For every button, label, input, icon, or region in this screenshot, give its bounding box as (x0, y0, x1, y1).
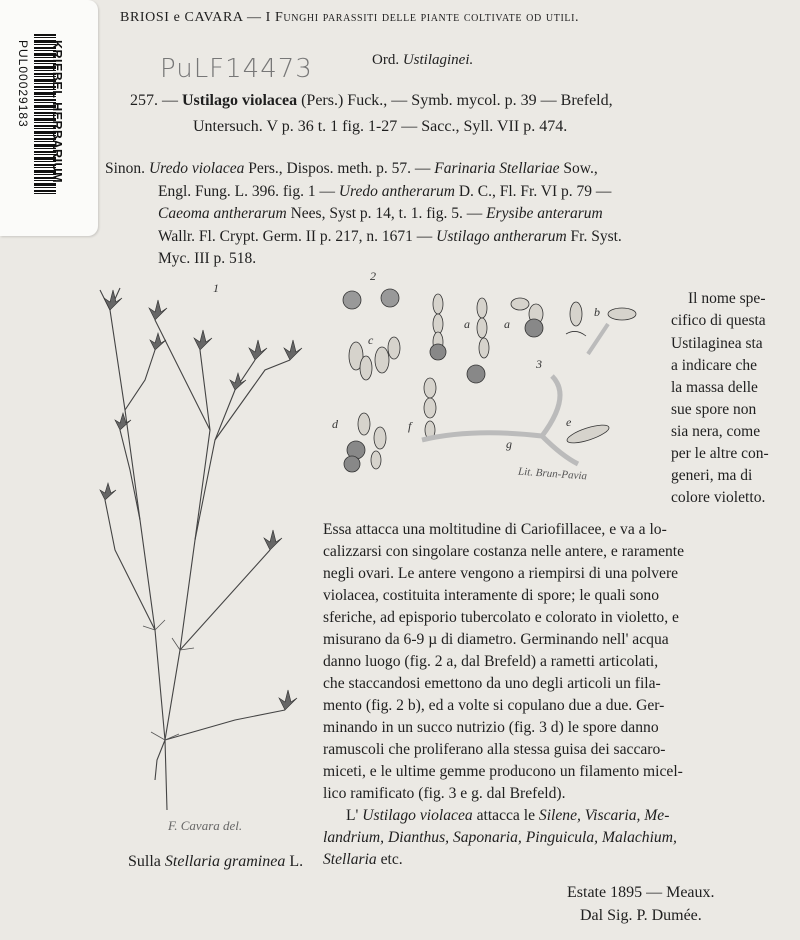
body-line (323, 631, 669, 649)
header-series-title: I Funghi parassiti delle piante coltivate od utili. (265, 10, 580, 25)
body-segment: calizzarsi con singolare costanza nelle antere, e raramente (323, 543, 685, 560)
body-line (323, 763, 683, 781)
lithographer-credit: Lit. Brun-Pavia (517, 465, 588, 483)
microscopy-illustration (326, 264, 662, 494)
header-separator: — (242, 10, 266, 25)
synonyms-segment: Engl. Fung. L. 396. fig. 1 — (158, 183, 339, 200)
synonyms-segment: Pers., Dispos. meth. p. 57. — (244, 160, 435, 177)
body-segment: negli ovari. Le antere vengono a riempirsi di una polvere (323, 565, 679, 582)
order-prefix: Ord. (372, 52, 403, 68)
collector: Dal Sig. P. Dumée. (580, 907, 702, 924)
body-segment: danno luogo (fig. 2 a, dal Brefeld) a rametti articolati, (323, 653, 659, 670)
synonyms-segment: Wallr. Fl. Crypt. Germ. II p. 217, n. 1671 — (158, 228, 437, 245)
synonyms-segment: Ustilago antherarum (436, 228, 567, 245)
caption-suffix: L. (285, 853, 304, 870)
body-segment: etc. (376, 851, 403, 868)
synonyms-segment: Myc. III p. 518. (158, 250, 257, 267)
micro-label: a (504, 317, 510, 331)
collection-date-place: Estate 1895 — Meaux. (567, 884, 715, 901)
body-line (346, 807, 669, 825)
synonyms-segment: Caeoma antherarum (158, 205, 287, 222)
right-column-line: cifico di questa (671, 312, 766, 329)
species-number: 257. — (130, 92, 182, 109)
body-line (671, 489, 765, 507)
body-line (323, 675, 661, 693)
body-segment: attacca le (472, 807, 539, 824)
body-segment: landrium, Dianthus, Saponaria, Pinguicula, Malachium, (323, 829, 677, 846)
body-line (323, 565, 678, 583)
header-authors: BRIOSI e CAVARA (120, 10, 243, 25)
species-heading (130, 92, 613, 110)
body-line (323, 697, 664, 715)
synonyms-segment: Uredo violacea (148, 160, 245, 177)
synonyms-segment: Uredo antherarum (338, 183, 455, 200)
body-line (323, 609, 679, 627)
synonyms-segment: Nees, Syst p. 14, t. 1. fig. 5. — (286, 205, 487, 222)
barcode-number: PUL00029183 (16, 40, 30, 128)
body-line (323, 719, 659, 737)
body-segment: colore violetto. (671, 489, 766, 506)
micro-label: f (408, 419, 412, 433)
synonym-line (158, 205, 603, 223)
handwritten-accession-number: PuLF14473 (160, 54, 313, 84)
body-segment: lico ramificato (fig. 3 e g. dal Brefeld). (323, 785, 566, 802)
micro-label: e (566, 415, 572, 429)
micro-label: 2 (370, 269, 376, 283)
right-column-line: generi, ma di (671, 467, 753, 484)
right-column-line: a indicare che (671, 357, 758, 374)
body-line (323, 521, 667, 539)
micro-label: b (594, 305, 600, 319)
body-line (323, 587, 659, 605)
synonym-line (158, 183, 611, 201)
synonyms-segment: Fr. Syst. (566, 228, 622, 245)
caption-prefix: Sulla (128, 853, 165, 870)
right-column-line: sia nera, come (671, 423, 761, 440)
micro-label: d (332, 417, 338, 431)
artist-signature: F. Cavara del. (168, 818, 243, 833)
body-segment: minando in un succo nutrizio (fig. 3 d) le spore danno (323, 719, 659, 736)
synonyms-segment: Farinaria Stellariae (434, 160, 560, 177)
body-segment: mento (fig. 2 b), ed a volte si copulano due a due. Ger- (323, 697, 665, 714)
body-line (323, 785, 565, 803)
caption-host: Stellaria graminea (164, 853, 286, 870)
order-name: Ustilaginei. (402, 52, 474, 68)
body-segment: ramuscoli che proliferano alla stessa guisa dei saccaro- (323, 741, 666, 758)
body-segment: misurano da 6-9 µ di diametro. Germinando nell' acqua (323, 631, 669, 648)
body-segment: sferiche, ad episporio tubercolato e colorato in violetto, e (323, 609, 679, 626)
micro-label: a (464, 317, 470, 331)
micro-label: 3 (536, 357, 542, 371)
synonyms-segment: Erysibe anterarum (486, 205, 603, 222)
body-segment: L' (346, 807, 363, 824)
species-authority: (Pers.) Fuck., — Symb. mycol. p. 39 — Brefeld, (297, 92, 613, 109)
species-reference: Untersuch. V p. 36 t. 1 fig. 1-27 — Sacc., Syll. VII p. 474. (193, 118, 568, 135)
synonym-line (105, 160, 598, 178)
right-column-line: Il nome spe- (688, 290, 766, 307)
body-segment: Stellaria (323, 851, 377, 868)
synonyms-segment: Sow., (559, 160, 598, 177)
micro-label: g (506, 437, 512, 451)
page-header (120, 10, 579, 26)
figure-number: 1 (213, 281, 219, 295)
synonyms-segment: D. C., Fl. Fr. VI p. 79 — (454, 183, 612, 200)
body-line (323, 653, 658, 671)
right-column-line: sue spore non (671, 401, 757, 418)
body-line (323, 543, 684, 561)
herbarium-barcode-label (0, 0, 98, 236)
herbarium-name: KRIEBEL HERBARIUM (50, 40, 64, 183)
right-column-line: la massa delle (671, 379, 758, 396)
synonym-line (158, 250, 256, 268)
stellaria-plant-illustration (85, 270, 325, 830)
species-name: Ustilago violacea (182, 92, 298, 109)
micro-label: c (368, 333, 374, 347)
host-caption (128, 853, 303, 871)
body-segment: Ustilago violacea (362, 807, 473, 824)
body-segment: Essa attacca una moltitudine di Cariofillacee, e va a lo- (323, 521, 667, 538)
synonym-line (158, 228, 622, 246)
right-column-line: Ustilaginea sta (671, 335, 763, 352)
body-line (323, 829, 677, 847)
order-line (372, 52, 473, 69)
body-segment: che staccandosi emettono da uno degli articoli un fila- (323, 675, 661, 692)
body-line (323, 851, 403, 869)
body-segment: violacea, costituita interamente di spore; le quali sono (323, 587, 660, 604)
body-segment: miceti, e le ultime gemme producono un filamento micel- (323, 763, 683, 780)
synonyms-segment: Sinon. (105, 160, 149, 177)
body-segment: Silene, Viscaria, Me- (538, 807, 670, 824)
right-column-line: per le altre con- (671, 445, 769, 462)
body-line (323, 741, 665, 759)
